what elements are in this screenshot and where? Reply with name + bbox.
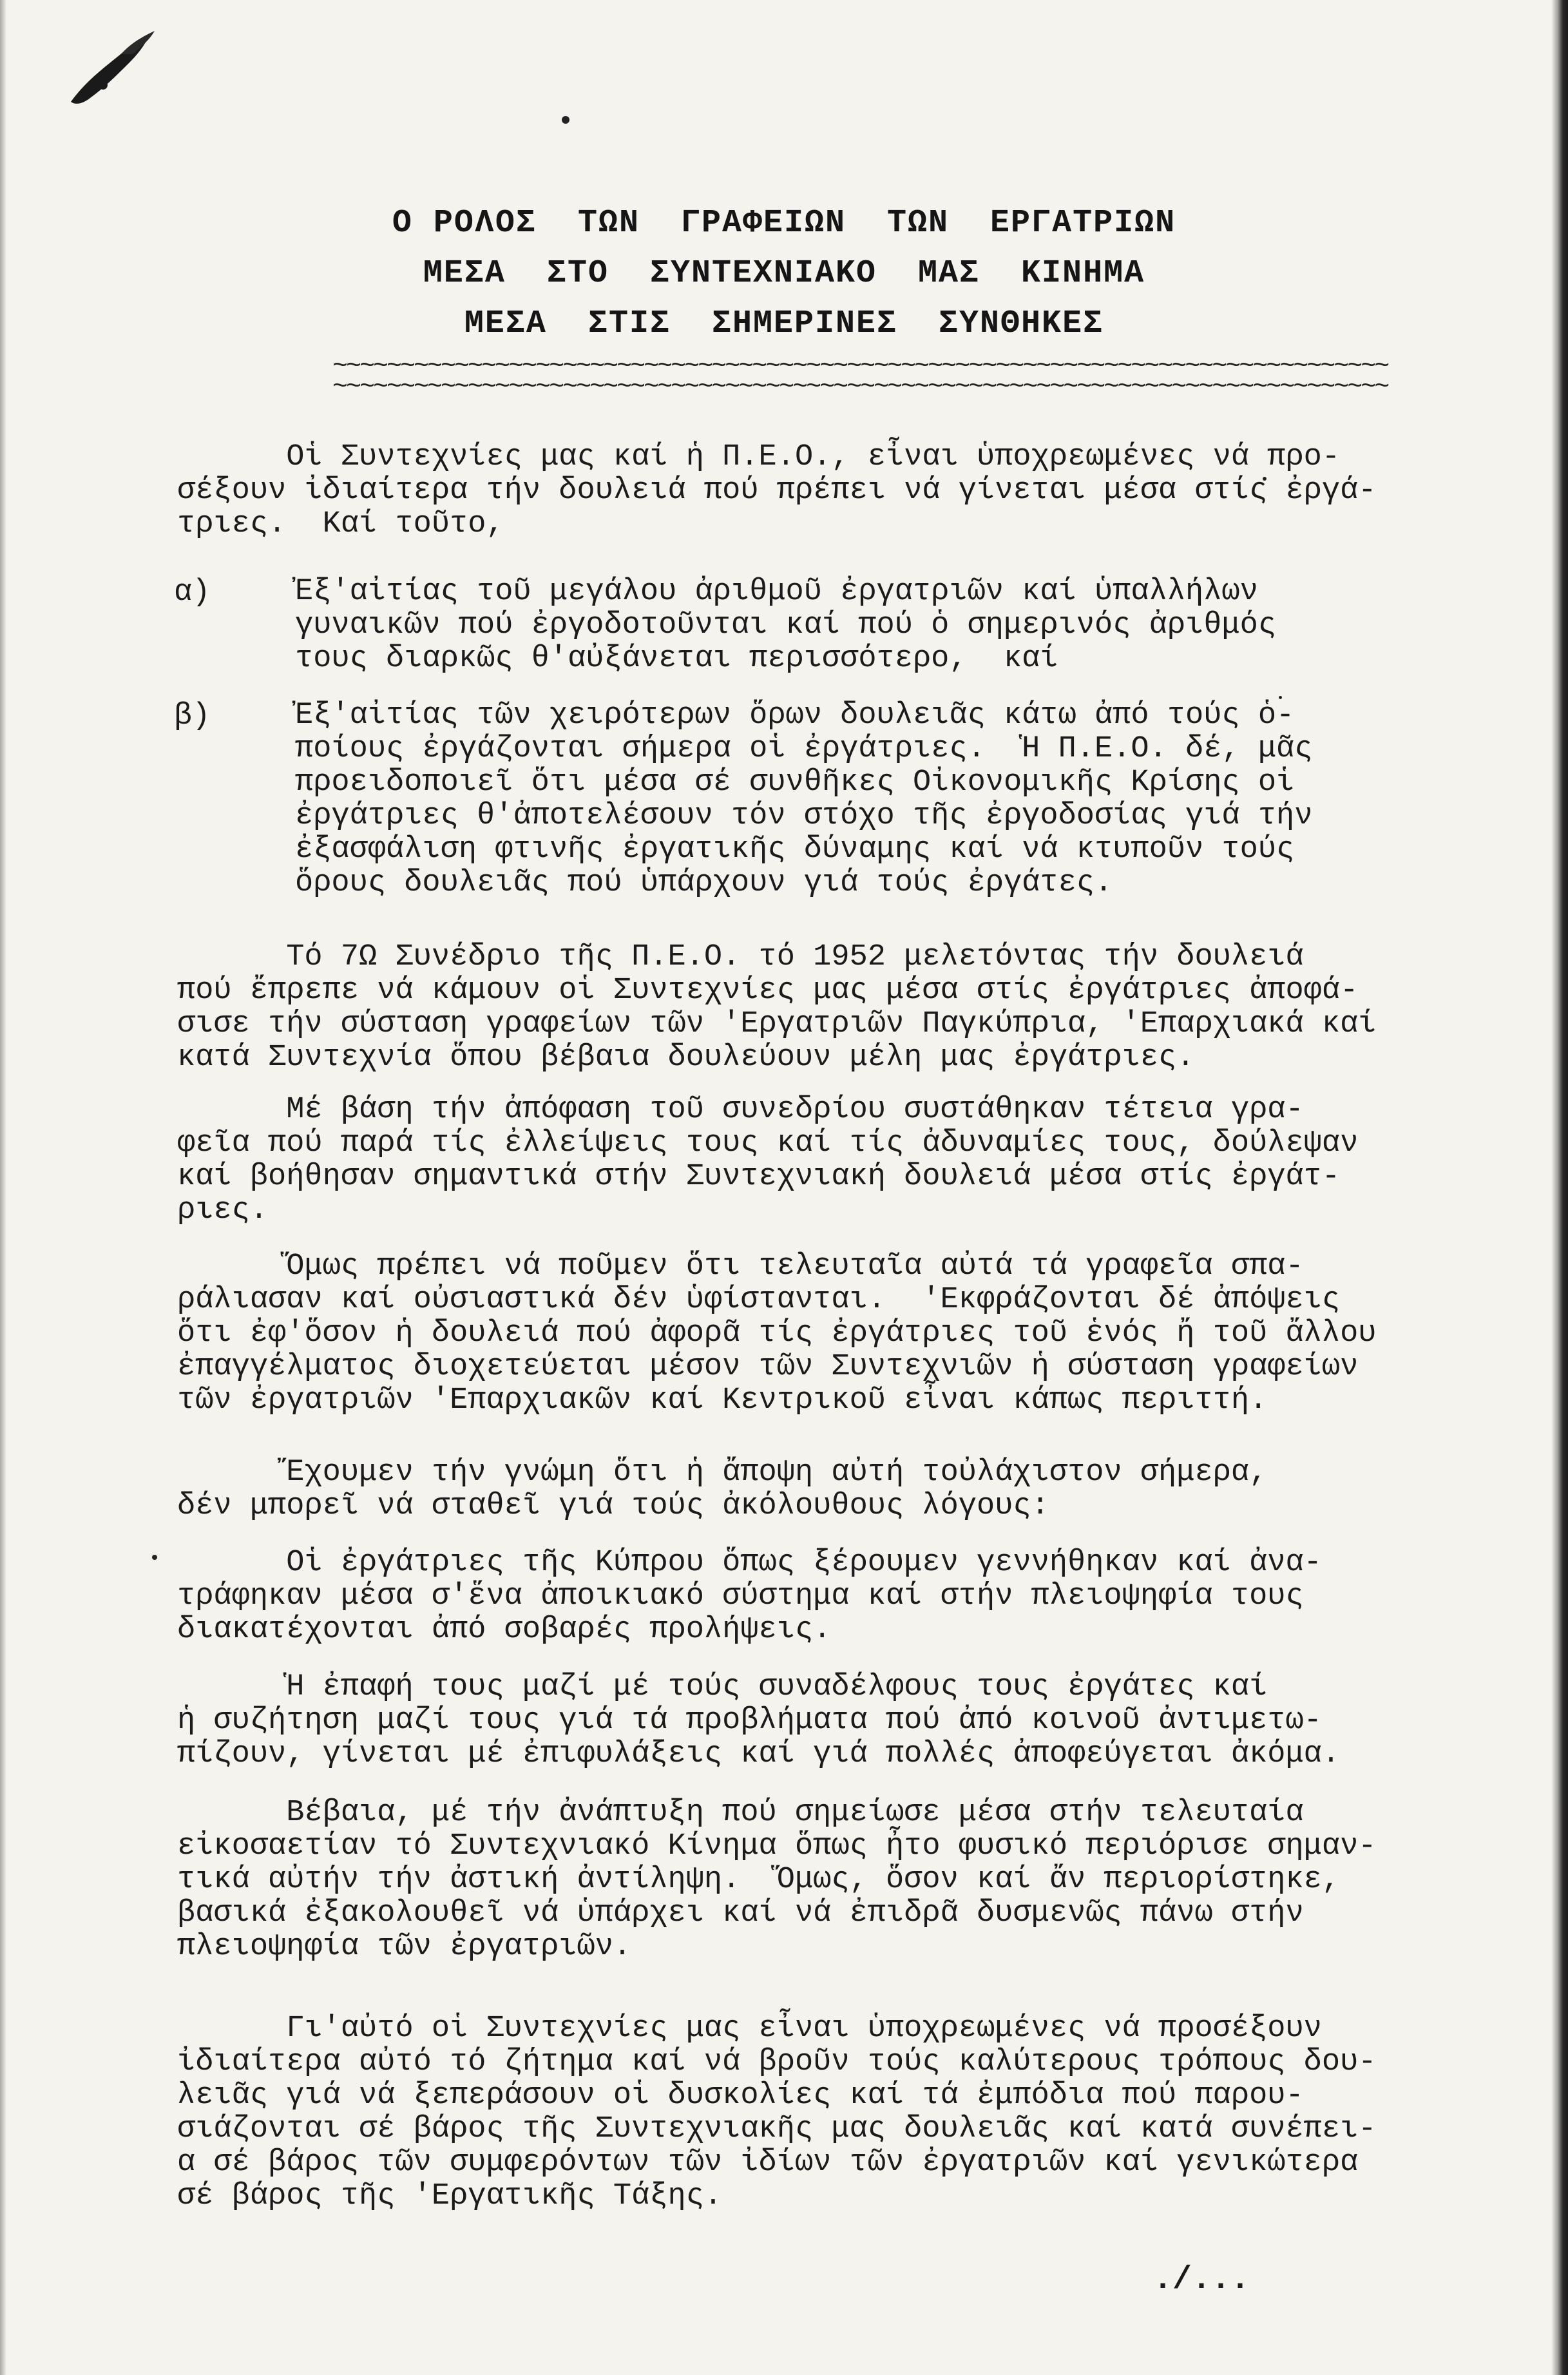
paragraph-cyprus-workers: Οἱ ἐργάτριες τῆς Κύπρου ὅπως ξέρουμεν γεννήθηκαν καί ἀνα- τράφηκαν μέσα σ'ἕνα ἀποικιακό σύστημα καί στήν πλειοψηφία τους διακατέχονται ἀπό σοβαρές προλήψεις. — [177, 1546, 1322, 1647]
list-item-b-text: Ἐξ'αἰτίας τῶν χειρότερων ὅρων δουλειᾶς κάτω ἀπό τούς ὁ- ποίους ἐργάζονται σήμερα οἱ ἐργάτριες. Ἡ Π.Ε.Ο. δέ, μᾶς προειδοποιεῖ ὅτι μέσα σέ συνθῆκες Οἰκονομικῆς Κρίσης οἱ ἐργάτριες θ'ἀποτελέσουν τόν στόχο τῆς ἐργοδοσίας γιά τήν ἐξασφάλιση φτινῆς ἐργατικῆς δύναμης καί νά κτυποῦν τούς ὅρους δουλειᾶς πού ὑπάρχουν γιά τούς ἐργάτες. — [295, 698, 1313, 900]
scan-speck — [152, 1555, 157, 1560]
list-item-b-label: β) — [174, 699, 211, 733]
paragraph-offices-dissolved: Ὅμως πρέπει νά ποῦμεν ὅτι τελευταῖα αὐτά τά γραφεῖα σπα- ράλιασαν καί οὐσιαστικά δέν ὑφίστανται. 'Εκφράζονται δέ ἀπόψεις ὅτι ἐφ'ὅσον ἡ δουλειά πού ἀφορᾶ τίς ἐργάτριες τοῦ ἑνός ἤ τοῦ ἄλλου ἐπαγγέλματος διοχετεύεται μέσον τῶν Συντεχνιῶν ἡ σύσταση γραφείων τῶν ἐργατριῶν 'Επαρχιακῶν καί Κεντρικοῦ εἶναι κάπως περιττή. — [177, 1249, 1377, 1418]
paragraph-contact: Ἡ ἐπαφή τους μαζί μέ τούς συναδέλφους τους ἐργάτες καί ἡ συζήτηση μαζί τους γιά τά προβλήματα πού ἀπό κοινοῦ ἀντιμετω- πίζουν, γίνεται μέ ἐπιφυλάξεις καί γιά πολλές ἀποφεύγεται ἀκόμα. — [177, 1670, 1341, 1771]
list-item-a-label: α) — [174, 575, 211, 610]
scan-speck — [562, 116, 569, 124]
paragraph-offices-established: Μέ βάση τήν ἀπόφαση τοῦ συνεδρίου συστάθηκαν τέτεια γρα- φεῖα πού παρά τίς ἐλλείψεις τους καί τίς ἀδυναμίες τους, δούλεψαν καί βοήθησαν σημαντικά στήν Συντεχνιακή δουλειά μέσα στίς ἐργάτ- ριες. — [177, 1093, 1359, 1227]
list-item-a-text: Ἐξ'αἰτίας τοῦ μεγάλου ἀριθμοῦ ἐργατριῶν καί ὑπαλλήλων γυναικῶν πού ἐργοδοτοῦνται καί πού ὁ σημερινός ἀριθμός τους διαρκῶς θ'αὐξάνεται περισσότερο, καί — [295, 575, 1277, 676]
tilde-divider-line-1: ~~~~~~~~~~~~~~~~~~~~~~~~~~~~~~~~~~~~~~~~~~~~~~~~~~~~~~~~~~~~~~~~~~~~~~~~~~~~~~ — [332, 352, 1388, 381]
document-title-line-2: ΜΕΣΑ ΣΤΟ ΣΥΝΤΕΧΝΙΑΚΟ ΜΑΣ ΚΙΝΗΜΑ — [423, 255, 1145, 292]
paragraph-development: Βέβαια, μέ τήν ἀνάπτυξη πού σημείωσε μέσα στήν τελευταία εἰκοσαετίαν τό Συντεχνιακό Κίνημα ὅπως ἦτο φυσικό περιόρισε σημαν- τικά αὐτήν τήν ἀστική ἀντίληψη. Ὅμως, ὅσον καί ἄν περιορίστηκε, βασικά ἐξακολουθεῖ νά ὑπάρχει καί νά ἐπιδρᾶ δυσμενῶς πάνω στήν πλειοψηφία τῶν ἐργατριῶν. — [177, 1796, 1377, 1964]
paragraph-opinion: Ἔχουμεν τήν γνώμη ὅτι ἡ ἄποψη αὐτή τοὐλάχιστον σήμερα, δέν μπορεῖ νά σταθεῖ γιά τούς ἀκόλουθους λόγους: — [177, 1456, 1268, 1523]
paragraph-intro: Οἱ Συντεχνίες μας καί ἡ Π.Ε.Ο., εἶναι ὑποχρεωμένες νά προ- σέξουν ἰδιαίτερα τήν δουλειά πού πρέπει νά γίνεται μέσα στίς ἐργά- τριες. Καί τοῦτο, — [177, 440, 1377, 541]
paragraph-congress: Τό 7Ω Συνέδριο τῆς Π.Ε.Ο. τό 1952 μελετόντας τήν δουλειά πού ἔπρεπε νά κάμουν οἱ Συντεχνίες μας μέσα στίς ἐργάτριες ἀποφά- σισε τήν σύσταση γραφείων τῶν 'Εργατριῶν Παγκύπρια, 'Επαρχιακά καί κατά Συντεχνία ὅπου βέβαια δουλεύουν μέλη μας ἐργάτριες. — [177, 940, 1377, 1075]
paragraph-conclusion: Γι'αὐτό οἱ Συντεχνίες μας εἶναι ὑποχρεωμένες νά προσέξουν ἰδιαίτερα αὐτό τό ζήτημα καί νά βροῦν τούς καλύτερους τρόπους δου- λειᾶς γιά νά ξεπεράσουν οἱ δυσκολίες καί τά ἐμπόδια πού παρου- σιάζονται σέ βάρος τῆς Συντεχνιακῆς μας δουλειᾶς καί κατά συνέπει- α σέ βάρος τῶν συμφερόντων τῶν ἰδίων τῶν ἐργατριῶν καί γενικώτερα σέ βάρος τῆς 'Εργατικῆς Τάξης. — [177, 2012, 1377, 2213]
scan-edge-right — [1551, 0, 1568, 2375]
tilde-divider-line-2: ~~~~~~~~~~~~~~~~~~~~~~~~~~~~~~~~~~~~~~~~~~~~~~~~~~~~~~~~~~~~~~~~~~~~~~~~~~~~~~ — [332, 373, 1388, 402]
page-continue-mark: ./... — [1153, 2262, 1250, 2298]
document-title-line-1: Ο ΡΟΛΟΣ ΤΩΝ ΓΡΑΦΕΙΩΝ ΤΩΝ ΕΡΓΑΤΡΙΩΝ — [392, 205, 1176, 242]
document-title-line-3: ΜΕΣΑ ΣΤΙΣ ΣΗΜΕΡΙΝΕΣ ΣΥΝΘΗΚΕΣ — [464, 305, 1104, 342]
ink-blot-mark — [64, 26, 161, 110]
scan-edge-left — [0, 0, 6, 2375]
